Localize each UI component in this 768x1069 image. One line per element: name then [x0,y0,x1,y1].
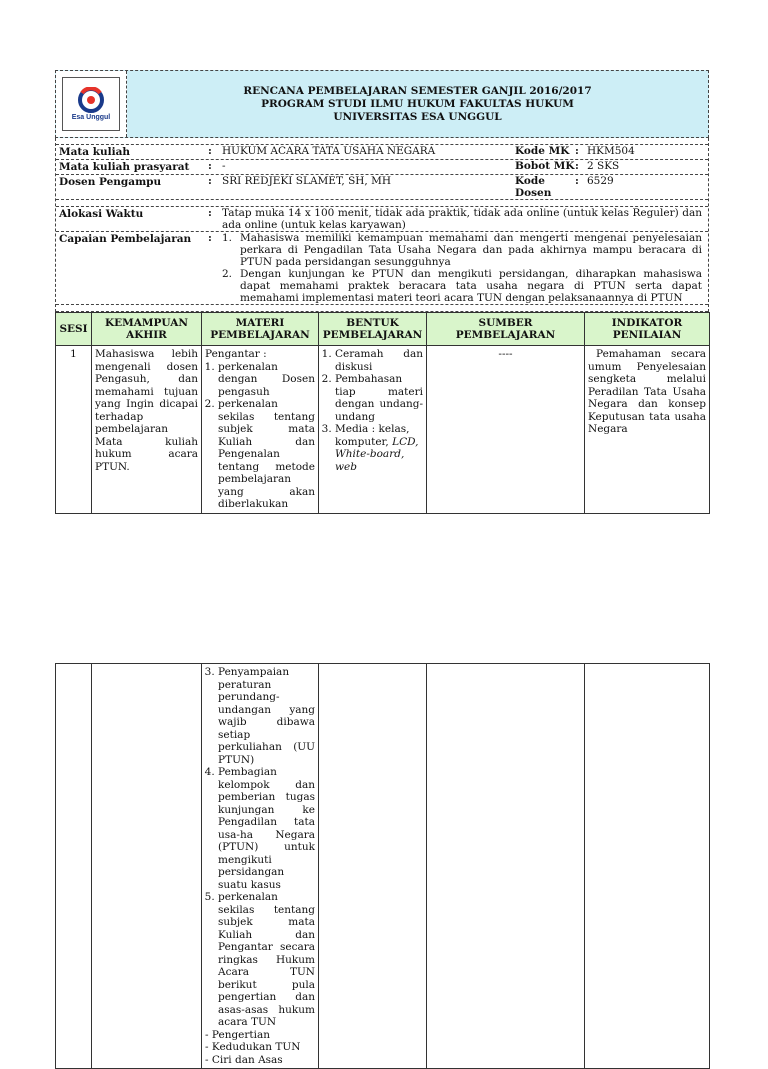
capaian-item [222,268,702,304]
col-header-materi: MATERI PEMBELAJARAN [202,313,319,346]
capaian-text: Dengan kunjungan ke PTUN dan mengikuti persidangan, diharapkan mahasiswa dapat memahami praktek beracara tata usaha negara di PTUN serta dapat memahami implementasi materi teori acara TUN dengan pelaksanaannya di PTUN [240,268,702,304]
materi-subitem: - Ciri dan Asas [205,1053,283,1066]
logo-emblem-icon [76,87,106,113]
lesson-plan-table [55,312,710,514]
info-label-2: Bobot MK [515,160,575,172]
capaian-item [222,232,702,268]
info-colon: : [575,145,579,157]
bentuk-item: 1. Ceramah dan diskusi [335,348,423,373]
media-text: Media : kelas, komputer, [335,423,410,448]
materi-item: 2. perkenalan sekilas tentang subjek mata Kuliah dan Pengenalan tentang metode pembelajaran yang akan diberlakukan [218,398,315,511]
info-value: HUKUM ACARA TATA USAHA NEGARA [222,145,436,157]
materi-item: 3. Penyampaian peraturan perundang-undangan yang wajib dibawa setiap perkuliahan (UU PTUN) [218,666,315,766]
col-header-sesi: SESI [56,313,92,346]
info-row-alokasi [56,207,708,232]
cell-bentuk [319,346,427,514]
col-header-bentuk: BENTUK PEMBELAJARAN [319,313,427,346]
rps-document [55,70,709,514]
info-row-prasyarat [56,160,708,175]
info-label: Dosen Pengampu [59,176,162,188]
info-colon: : [208,145,212,157]
spacer [56,138,708,145]
spacer [56,305,708,312]
info-label: Capaian Pembelajaran [59,233,192,245]
info-value-2: 6529 [587,175,614,187]
cell-indikator [585,664,710,1069]
title-line-2: PROGRAM STUDI ILMU HUKUM FAKULTAS HUKUM [261,97,574,110]
col-header-sumber: SUMBER PEMBELAJARAN [427,313,585,346]
info-value: SRI REDJEKI SLAMET, SH, MH [222,175,392,187]
title-line-1: RENCANA PEMBELAJARAN SEMESTER GANJIL 2016/2017 [243,84,592,97]
course-info [55,138,709,312]
materi-item: 5. perkenalan sekilas tentang subjek mata Kuliah dan Pengantar secara ringkas Hukum Acara TUN berikut pula pengertian dan asas-asas hukum acara TUN [218,891,315,1029]
title-line-3: UNIVERSITAS ESA UNGGUL [333,110,502,123]
cell-indikator: Pemahaman secara umum Penyelesaian sengketa melalui Peradilan Tata Usaha Negara dan konsep Keputusan tata usaha Negara [585,346,710,514]
col-header-indikator: INDIKATOR PENILAIAN [585,313,710,346]
info-row-capaian [56,232,708,305]
materi-intro: Pengantar : [205,348,267,360]
logo-box [56,71,127,137]
info-colon: : [208,175,212,187]
materi-item: 4. Pembagian kelompok dan pemberian tugas kunjungan ke Pengadilan tata usa-ha Negara (PTUN) untuk mengikuti persidangan suatu kasus [218,766,315,891]
materi-subitem: - Kedudukan TUN [205,1041,301,1053]
info-colon: : [208,232,212,244]
cell-sumber: ---- [427,346,585,514]
cell-materi [202,664,319,1069]
spacer [56,200,708,207]
lesson-plan-table-continued [55,663,710,1069]
cell-sumber [427,664,585,1069]
document-title [127,71,708,137]
university-logo [62,77,120,131]
info-label: Mata kuliah prasyarat [59,161,190,173]
capaian-text: Mahasiswa memiliki kemampuan memahami dan mengerti mengenai penyelesaian perkara di Pengadilan Tata Usaha Negara dan pada akhirnya mampu beracara di PTUN pada persidangan sesungguhnya [240,232,702,268]
bentuk-item-media [335,423,423,473]
info-label-2: Kode Dosen [515,175,552,199]
info-colon: : [208,160,212,172]
cell-sesi [56,664,92,1069]
media-italic-text: LCD, White-board, web [335,435,419,473]
info-value: Tatap muka 14 x 100 menit, tidak ada praktik, tidak ada online (untuk kelas Reguler) dan ada online (untuk kelas karyawan) [222,207,702,231]
info-value-2: HKM504 [587,145,635,157]
table-header-row [56,313,710,346]
info-colon: : [575,175,579,187]
info-label: Mata kuliah [59,146,131,158]
info-label-2: Kode MK [515,145,570,157]
cell-materi [202,346,319,514]
materi-subitem: - Pengertian [205,1028,271,1041]
info-row-mata-kuliah [56,145,708,160]
table-row [56,664,710,1069]
info-colon: : [208,207,212,219]
capaian-number: 2. [222,268,233,280]
capaian-list [222,232,708,304]
cell-kemampuan [92,664,202,1069]
cell-sesi: 1 [56,346,92,514]
info-row-dosen [56,175,708,200]
info-colon: : [575,160,579,172]
cell-bentuk [319,664,427,1069]
logo-text: Esa Unggul [71,114,111,121]
materi-item: 1. perkenalan dengan Dosen pengasuh [218,361,315,399]
info-value: - [222,160,226,172]
col-header-kemampuan: KEMAMPUAN AKHIR [92,313,202,346]
document-header [55,70,709,138]
table-row [56,346,710,514]
bentuk-item: 2. Pembahasan tiap materi dengan undang-undang [335,373,423,423]
cell-kemampuan: Mahasiswa lebih mengenali dosen Pengasuh, dan memahami tujuan yang Ingin dicapai terhadap pembelajaran Mata kuliah hukum acara PTUN. [92,346,202,514]
info-label: Alokasi Waktu [59,208,144,220]
capaian-number: 1. [222,232,233,244]
info-value-2: 2 SKS [587,160,620,172]
